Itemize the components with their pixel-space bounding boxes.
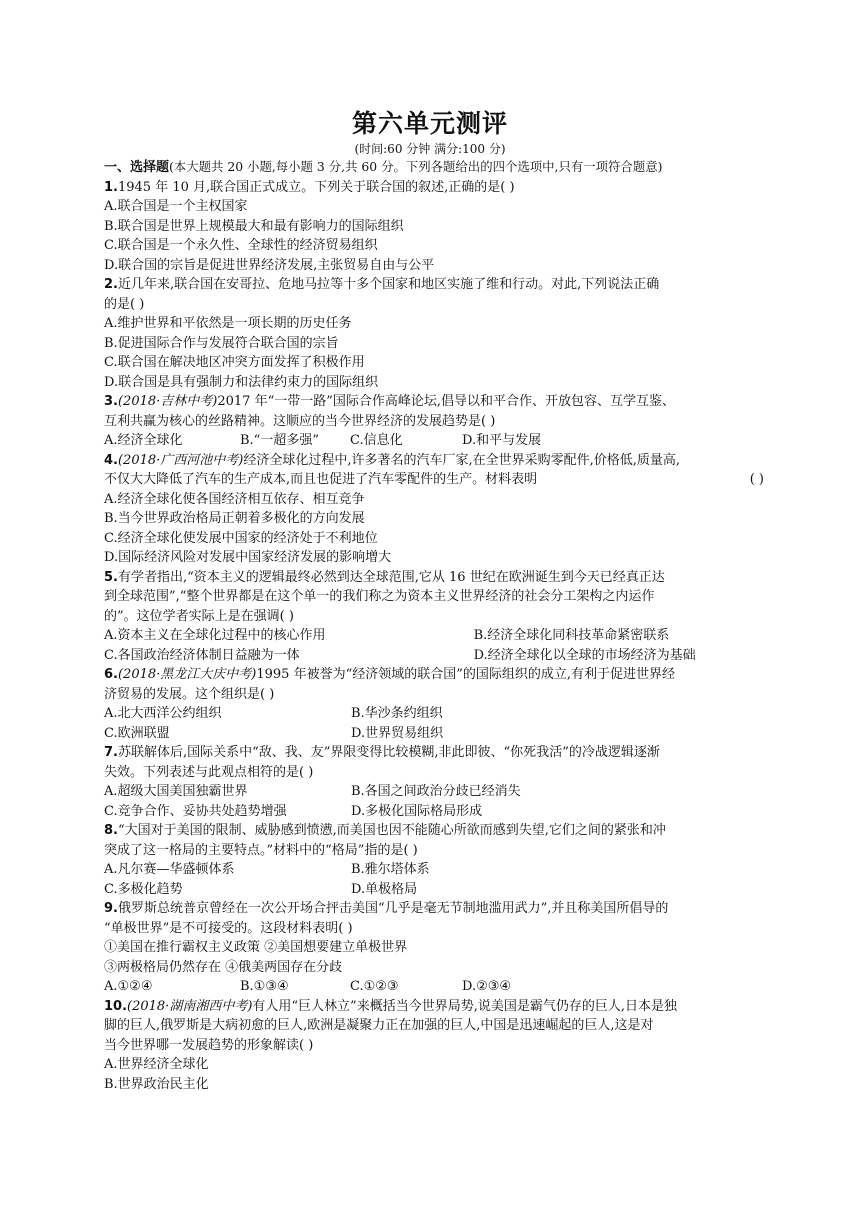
question-source: (2018·广西河池中考) [117,452,244,468]
option-d[interactable]: D.和平与发展 [462,433,542,448]
question-number: 4. [104,452,118,468]
options-row [104,646,764,666]
option-c[interactable]: C.经济全球化使发展中国家的经济处于不利地位 [104,530,378,546]
question-stem: 有学者指出,“资本主义的逻辑最终必然到达全球范围,它从 16 世纪在欧洲诞生到今天已经真正达 [117,569,665,585]
option-a[interactable]: A.经济全球化使各国经济相互依存、相互竞争 [104,491,365,507]
question-stem: 1945 年 10 月,联合国正式成立。下列关于联合国的叙述,正确的是( ) [117,179,515,195]
question-stem: 2017 年“一带一路”国际合作高峰论坛,倡导以和平合作、开放包容、互学互鉴、 [217,394,676,409]
options-row [104,782,764,802]
question-number: 8. [104,823,118,838]
question-2 [104,275,764,392]
question-list [104,157,764,1094]
options-row [104,860,764,880]
question-4 [104,451,764,568]
question-stem-cont: 突成了这一格局的主要特点。”材料中的“格局”指的是( ) [104,842,418,858]
section-instruction: (本大题共 20 小题,每小题 3 分,共 60 分。下列各题给出的四个选项中,只有一项符合题意) [169,159,663,174]
option-c[interactable]: C.多极化趋势 [104,881,183,897]
section-header [104,157,764,178]
option-b[interactable]: B.“一超多强” [240,433,319,448]
option-a[interactable]: A.①②④ [104,979,153,994]
options-row [104,431,764,451]
question-number: 1. [104,179,118,195]
question-stem: “大国对于美国的限制、威胁感到愤懑,而美国也因不能随心所欲而感到失望,它们之间的紧张和冲 [117,823,666,838]
option-b[interactable]: B.当今世界政治格局正朝着多极化的方向发展 [104,511,365,526]
option-a[interactable]: A.北大西洋公约组织 [104,706,222,721]
option-b[interactable]: B.①③④ [240,979,289,994]
option-b[interactable]: B.华沙条约组织 [351,706,443,721]
statements: ①美国在推行霸权主义政策 ②美国想要建立单极世界 [104,940,408,955]
options-row [104,704,764,724]
question-number: 3. [104,394,118,409]
question-stem-cont: 失效。下列表述与此观点相符的是( ) [104,764,314,780]
answer-blank: ( ) [749,472,764,487]
question-stem-cont: 脚的巨人,俄罗斯是大病初愈的巨人,欧洲是凝聚力正在加强的巨人,中国是迅速崛起的巨人,这是对 [104,1018,654,1033]
option-d[interactable]: D.联合国的宗旨是促进世界经济发展,主张贸易自由与公平 [104,257,435,273]
question-source: (2018·黑龙江大庆中考) [117,667,257,682]
option-b[interactable]: B.促进国际合作与发展符合联合国的宗旨 [104,335,339,351]
options-row [104,724,764,744]
options-row [104,977,764,997]
option-a[interactable]: A.凡尔赛—华盛顿体系 [104,862,235,877]
option-a[interactable]: A.经济全球化 [104,433,183,448]
question-stem-cont: 济贸易的发展。这个组织是( ) [104,686,275,702]
question-7 [104,743,764,821]
question-stem-cont: 不仅大大降低了汽车的生产成本,而且也促进了汽车零配件的生产。材料表明 [104,472,538,487]
exam-info: (时间:60 分钟 满分:100 分) [354,142,506,156]
question-8 [104,821,764,899]
option-d[interactable]: D.多极化国际格局形成 [351,803,483,819]
option-c[interactable]: C.欧洲联盟 [104,725,170,741]
question-source: (2018·吉林中考) [117,394,218,409]
question-10 [104,997,764,1095]
options-row [104,626,764,646]
question-6 [104,665,764,743]
section-label: 一、选择题 [104,160,170,175]
option-c[interactable]: C.联合国是一个永久性、全球性的经济贸易组织 [104,238,378,253]
question-stem-cont: 到全球范围”,“整个世界都是在这个单一的我们称之为资本主义世界经济的社会分工架构之内运作 [104,589,655,604]
question-9 [104,899,764,997]
question-stem-cont: 的”。这位学者实际上是在强调( ) [104,608,294,624]
question-number: 10. [104,998,128,1014]
option-d[interactable]: D.②③④ [462,979,512,994]
option-b[interactable]: B.雅尔塔体系 [351,862,430,877]
question-stem: 有人用“巨人林立”来概括当今世界局势,说美国是霸气仍存的巨人,日本是独 [252,998,677,1014]
question-stem: 经济全球化过程中,许多著名的汽车厂家,在全世界采购零配件,价格低,质量高, [243,452,681,468]
option-a[interactable]: A.维护世界和平依然是一项长期的历史任务 [104,316,352,331]
option-a[interactable]: A.超级大国美国独霸世界 [104,784,248,799]
option-c[interactable]: C.①②③ [350,979,399,994]
question-stem-cont: 互利共赢为核心的丝路精神。这顺应的当今世界经济的发展趋势是( ) [104,413,496,429]
question-stem: 苏联解体后,国际关系中“敌、我、友”界限变得比较模糊,非此即彼、“你死我活”的冷战逻辑逐渐 [117,745,660,760]
option-c[interactable]: C.各国政治经济体制日益融为一体 [104,647,300,663]
option-c[interactable]: C.信息化 [350,433,403,448]
question-stem-cont: 的是( ) [104,296,145,312]
question-number: 2. [104,277,118,292]
statements: ③两极格局仍然存在 ④俄美两国存在分歧 [104,959,343,975]
question-stem-cont: 当今世界哪一发展趋势的形象解读( ) [104,1037,314,1053]
option-d[interactable]: D.世界贸易组织 [351,725,444,741]
question-number: 7. [104,745,118,760]
option-d[interactable]: D.经济全球化以全球的市场经济为基础 [473,647,696,663]
option-d[interactable]: D.联合国是具有强制力和法律约束力的国际组织 [104,374,379,390]
options-row [104,880,764,900]
option-a[interactable]: A.世界经济全球化 [104,1057,209,1072]
question-number: 6. [104,667,118,682]
option-d[interactable]: D.国际经济风险对发展中国家经济发展的影响增大 [104,550,392,565]
options-row [104,802,764,822]
option-a[interactable]: A.联合国是一个主权国家 [104,199,248,214]
question-stem: 近几年来,联合国在安哥拉、危地马拉等十多个国家和地区实施了维和行动。对此,下列说法正确 [117,277,660,292]
question-1 [104,178,764,276]
option-d[interactable]: D.单极格局 [351,881,418,897]
question-source: (2018·湖南湘西中考) [127,998,253,1014]
option-b[interactable]: B.经济全球化同科技革命紧密联系 [473,628,670,643]
option-b[interactable]: B.世界政治民主化 [104,1076,209,1092]
option-b[interactable]: B.各国之间政治分歧已经消失 [351,784,521,799]
page-title: 第六单元测评 [351,109,508,138]
question-number: 9. [104,901,118,916]
question-stem: 俄罗斯总统普京曾经在一次公开场合抨击美国“几乎是毫无节制地滥用武力”,并且称美国所倡导的 [117,901,669,916]
question-3 [104,392,764,451]
option-a[interactable]: A.资本主义在全球化过程中的核心作用 [104,628,326,643]
question-stem-cont: “单极世界”是不可接受的。这段材料表明( ) [104,920,353,936]
option-b[interactable]: B.联合国是世界上规模最大和最有影响力的国际组织 [104,218,404,234]
option-c[interactable]: C.联合国在解决地区冲突方面发挥了积极作用 [104,355,365,370]
question-5 [104,568,764,666]
option-c[interactable]: C.竞争合作、妥协共处趋势增强 [104,803,287,819]
question-stem: 1995 年被誉为“经济领域的联合国”的国际组织的成立,有利于促进世界经 [256,667,676,682]
question-number: 5. [104,569,118,585]
